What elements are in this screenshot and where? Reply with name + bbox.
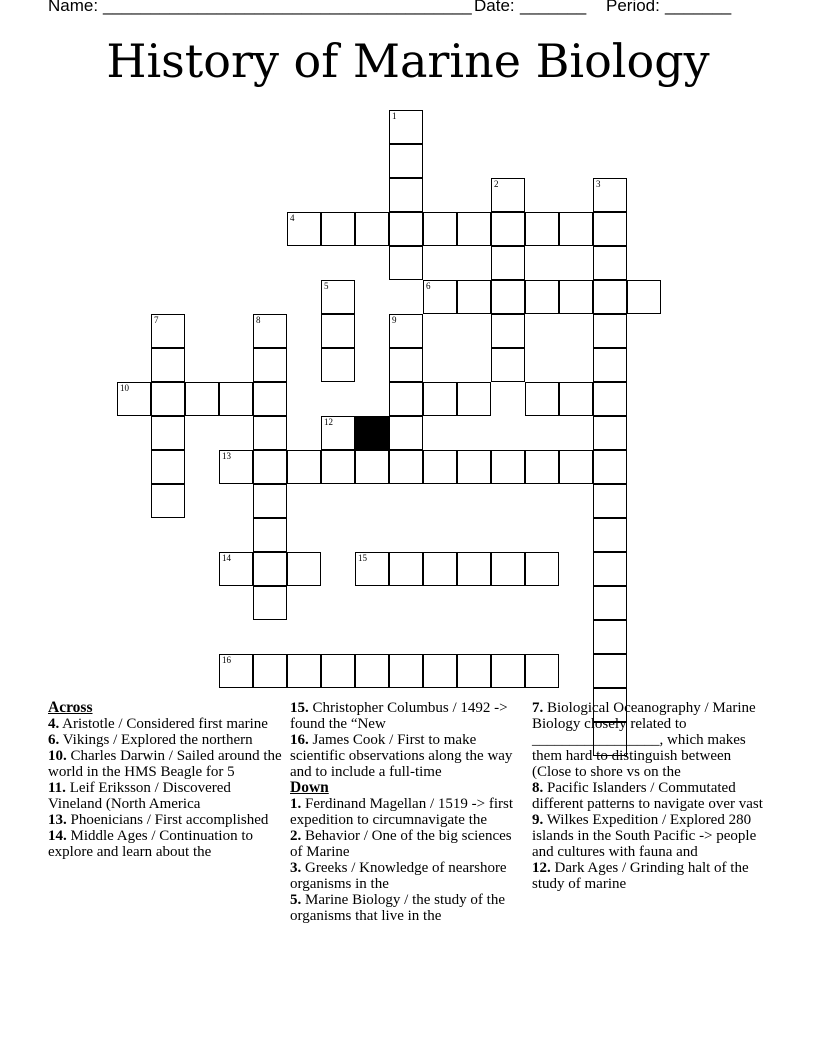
clue-number: 12 (324, 417, 333, 427)
clue-item-text: Vikings / Explored the northern (59, 732, 253, 748)
clue-number: 9 (392, 315, 397, 325)
grid-cell[interactable] (287, 450, 321, 484)
clue-item-number: 12. (532, 860, 551, 876)
clue-item-text: Christopher Columbus / 1492 -> found the “New (290, 700, 508, 732)
down-clue-list (290, 796, 526, 924)
grid-cell[interactable] (389, 348, 423, 382)
grid-cell[interactable] (253, 314, 287, 348)
clues-column-3 (532, 700, 768, 892)
grid-cell[interactable] (457, 552, 491, 586)
grid-cell[interactable] (117, 382, 151, 416)
clue-item (290, 796, 526, 828)
grid-cell[interactable] (423, 382, 457, 416)
page-title: History of Marine Biology (106, 34, 710, 88)
grid-cell[interactable] (321, 212, 355, 246)
grid-cell[interactable] (253, 382, 287, 416)
grid-cell[interactable] (593, 484, 627, 518)
grid-cell[interactable] (593, 348, 627, 382)
clue-item-text: Aristotle / Considered first marine (59, 716, 268, 732)
grid-cell[interactable] (253, 654, 287, 688)
clue-number: 5 (324, 281, 329, 291)
clue-item-text: Middle Ages / Continuation to explore and learn about the (48, 828, 253, 860)
grid-cell[interactable] (389, 416, 423, 450)
clue-item-text: Pacific Islanders / Commutated different patterns to navigate over vast (532, 780, 763, 812)
clue-number: 1 (392, 111, 397, 121)
clue-number: 6 (426, 281, 431, 291)
grid-cell[interactable] (321, 654, 355, 688)
grid-cell[interactable] (457, 280, 491, 314)
grid-cell[interactable] (253, 450, 287, 484)
clue-item-text: Marine Biology / the study of the organisms that live in the (290, 892, 505, 924)
grid-cell[interactable] (321, 416, 355, 450)
clue-number: 13 (222, 451, 231, 461)
clue-item-text: Ferdinand Magellan / 1519 -> first expedition to circumnavigate the (290, 796, 514, 828)
clue-item (48, 828, 284, 860)
clue-item (48, 748, 284, 780)
grid-cell[interactable] (321, 450, 355, 484)
grid-cell[interactable] (287, 654, 321, 688)
clue-item-text: James Cook / First to make scientific observations along the way and to include a full-time (290, 732, 513, 780)
clue-number: 3 (596, 179, 601, 189)
grid-cell[interactable] (355, 654, 389, 688)
clues-column-1 (48, 700, 284, 860)
clue-item (290, 700, 526, 732)
grid-cell[interactable] (559, 212, 593, 246)
grid-cell[interactable] (491, 314, 525, 348)
grid-cell[interactable] (593, 416, 627, 450)
grid-cell[interactable] (457, 212, 491, 246)
clue-item-text: Wilkes Expedition / Explored 280 islands in the South Pacific -> people and cultures with fauna and (532, 812, 757, 860)
grid-cell[interactable] (491, 450, 525, 484)
clue-item-number: 6. (48, 732, 60, 748)
grid-cell[interactable] (389, 382, 423, 416)
grid-cell[interactable] (525, 654, 559, 688)
period-label: Period: (606, 0, 660, 15)
grid-cell[interactable] (151, 416, 185, 450)
grid-cell[interactable] (559, 450, 593, 484)
grid-cell[interactable] (389, 314, 423, 348)
grid-cell[interactable] (151, 348, 185, 382)
clue-number: 10 (120, 383, 129, 393)
across-heading: Across (48, 699, 93, 716)
clue-item (48, 732, 284, 748)
grid-cell[interactable] (287, 552, 321, 586)
clue-number: 4 (290, 213, 295, 223)
grid-cell[interactable] (593, 178, 627, 212)
down-clue-list-continued (532, 700, 768, 892)
grid-cell[interactable] (559, 382, 593, 416)
name-field[interactable]: _______________________________________ (103, 0, 472, 15)
grid-cell[interactable] (253, 484, 287, 518)
black-cell (355, 416, 389, 450)
grid-cell[interactable] (389, 654, 423, 688)
down-heading: Down (290, 779, 329, 796)
grid-cell[interactable] (151, 314, 185, 348)
clue-number: 14 (222, 553, 231, 563)
name-label: Name: (48, 0, 99, 15)
grid-cell[interactable] (525, 280, 559, 314)
clue-item (532, 700, 768, 780)
clue-number: 8 (256, 315, 261, 325)
grid-cell[interactable] (287, 212, 321, 246)
grid-cell[interactable] (457, 654, 491, 688)
across-clue-list (48, 716, 284, 860)
grid-cell[interactable] (219, 654, 253, 688)
grid-cell[interactable] (253, 348, 287, 382)
grid-cell[interactable] (593, 518, 627, 552)
grid-cell[interactable] (151, 484, 185, 518)
clue-item (532, 860, 768, 892)
grid-cell[interactable] (355, 450, 389, 484)
grid-cell[interactable] (253, 518, 287, 552)
clue-item-number: 8. (532, 780, 544, 796)
clue-item (290, 860, 526, 892)
clue-item-number: 9. (532, 812, 544, 828)
clue-item (48, 812, 284, 828)
across-clue-list-continued (290, 700, 526, 780)
clue-item (290, 828, 526, 860)
grid-cell[interactable] (457, 450, 491, 484)
clue-item-text: Phoenicians / First accomplished (66, 812, 269, 828)
grid-cell[interactable] (423, 450, 457, 484)
grid-cell[interactable] (593, 212, 627, 246)
grid-cell[interactable] (593, 552, 627, 586)
grid-cell[interactable] (593, 586, 627, 620)
clue-item-text: Biological Oceanography / Marine Biology closely related to _________________, which makes them hard to distinguish between (Close to shore vs on the (532, 700, 756, 780)
grid-cell[interactable] (525, 212, 559, 246)
grid-cell[interactable] (593, 314, 627, 348)
clue-item-number: 13. (48, 812, 67, 828)
clue-item-number: 14. (48, 828, 67, 844)
grid-cell[interactable] (389, 450, 423, 484)
clue-item (532, 812, 768, 860)
grid-cell[interactable] (253, 416, 287, 450)
clue-number: 2 (494, 179, 499, 189)
clue-item-text: Leif Eriksson / Discovered Vineland (North America (48, 780, 231, 812)
grid-cell[interactable] (423, 280, 457, 314)
clue-item-number: 1. (290, 796, 302, 812)
grid-cell[interactable] (423, 552, 457, 586)
clue-item-text: Greeks / Knowledge of nearshore organisms in the (290, 860, 507, 892)
grid-cell[interactable] (151, 450, 185, 484)
clue-item-number: 15. (290, 700, 309, 716)
clue-item-number: 16. (290, 732, 309, 748)
clue-item (532, 780, 768, 812)
grid-cell[interactable] (457, 382, 491, 416)
grid-cell[interactable] (389, 552, 423, 586)
clue-item-number: 10. (48, 748, 67, 764)
clue-item-number: 3. (290, 860, 302, 876)
grid-cell[interactable] (593, 246, 627, 280)
grid-cell[interactable] (389, 110, 423, 144)
grid-cell[interactable] (627, 280, 661, 314)
grid-cell[interactable] (321, 348, 355, 382)
clue-number: 15 (358, 553, 367, 563)
grid-cell[interactable] (389, 212, 423, 246)
grid-cell[interactable] (219, 552, 253, 586)
grid-cell[interactable] (389, 178, 423, 212)
clue-item-text: Behavior / One of the big sciences of Marine (290, 828, 512, 860)
clue-number: 7 (154, 315, 159, 325)
grid-cell[interactable] (593, 654, 627, 688)
grid-cell[interactable] (525, 450, 559, 484)
grid-cell[interactable] (423, 212, 457, 246)
grid-cell[interactable] (593, 382, 627, 416)
grid-cell[interactable] (321, 314, 355, 348)
clue-item-number: 5. (290, 892, 302, 908)
grid-cell[interactable] (321, 280, 355, 314)
grid-cell[interactable] (185, 382, 219, 416)
grid-cell[interactable] (219, 382, 253, 416)
grid-cell[interactable] (253, 586, 287, 620)
grid-cell[interactable] (491, 654, 525, 688)
clue-item-number: 7. (532, 700, 544, 716)
grid-cell[interactable] (491, 178, 525, 212)
clues-column-2 (290, 700, 526, 924)
clue-item (290, 892, 526, 924)
clue-item (290, 732, 526, 780)
grid-cell[interactable] (525, 382, 559, 416)
grid-cell[interactable] (593, 280, 627, 314)
clue-item (48, 716, 284, 732)
period-field[interactable]: _______ (665, 0, 732, 15)
grid-cell[interactable] (423, 654, 457, 688)
grid-cell[interactable] (389, 144, 423, 178)
grid-cell[interactable] (559, 280, 593, 314)
grid-cell[interactable] (253, 552, 287, 586)
grid-cell[interactable] (593, 450, 627, 484)
grid-cell[interactable] (355, 552, 389, 586)
grid-cell[interactable] (389, 246, 423, 280)
clue-item-text: Dark Ages / Grinding halt of the study of marine (532, 860, 749, 892)
clue-item-number: 2. (290, 828, 302, 844)
date-field[interactable]: _______ (520, 0, 587, 15)
clue-number: 16 (222, 655, 231, 665)
grid-cell[interactable] (593, 620, 627, 654)
grid-cell[interactable] (151, 382, 185, 416)
clue-item-number: 4. (48, 716, 60, 732)
grid-cell[interactable] (491, 212, 525, 246)
grid-cell[interactable] (491, 246, 525, 280)
clue-item-number: 11. (48, 780, 66, 796)
grid-cell[interactable] (491, 552, 525, 586)
clue-item (48, 780, 284, 812)
grid-cell[interactable] (491, 348, 525, 382)
grid-cell[interactable] (219, 450, 253, 484)
grid-cell[interactable] (525, 552, 559, 586)
grid-cell[interactable] (355, 212, 389, 246)
clue-item-text: Charles Darwin / Sailed around the world in the HMS Beagle for 5 (48, 748, 282, 780)
date-label: Date: (474, 0, 515, 15)
grid-cell[interactable] (491, 280, 525, 314)
